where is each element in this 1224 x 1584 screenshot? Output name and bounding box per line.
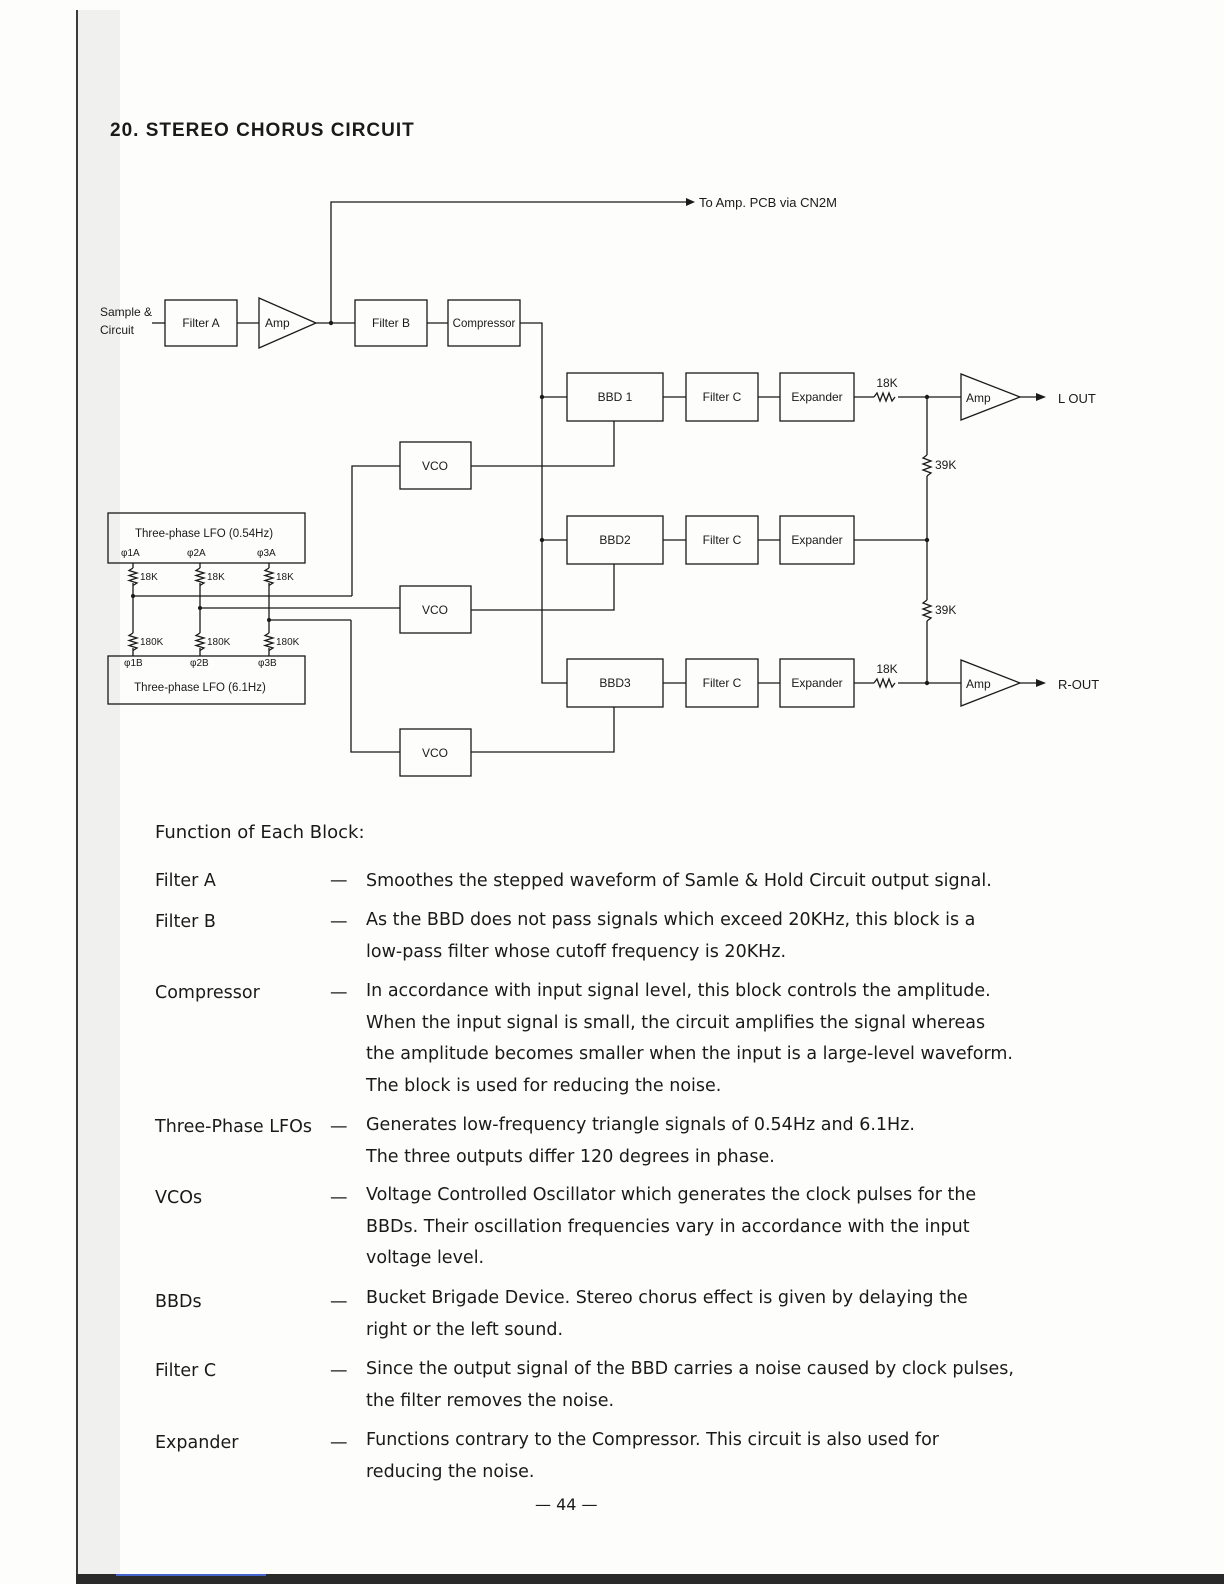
r-out-label: R-OUT xyxy=(1058,677,1100,692)
resistor-18k-bottom xyxy=(874,679,895,687)
expander-2-label: Expander xyxy=(791,533,843,547)
phi-3a-label: φ3A xyxy=(257,548,276,559)
phi-1b-label: φ1B xyxy=(124,658,143,669)
function-dash: — xyxy=(330,871,348,891)
lfo-61-label: Three-phase LFO (6.1Hz) xyxy=(134,682,266,694)
desc-line: right or the left sound. xyxy=(366,1319,564,1340)
compressor-label: Compressor xyxy=(452,318,516,330)
function-dash: — xyxy=(330,983,348,1003)
input-amp-label: Amp xyxy=(265,316,290,330)
function-term: Filter B xyxy=(155,912,216,932)
r18k-top-label: 18K xyxy=(876,376,898,390)
r18k-bottom-label: 18K xyxy=(876,662,898,676)
r39k-top-label: 39K xyxy=(935,458,957,472)
desc-line: Generates low-frequency triangle signals of 0.54Hz and 6.1Hz. xyxy=(366,1115,915,1135)
functions-heading: Function of Each Block: xyxy=(155,822,365,843)
resistor-39k-top xyxy=(923,455,931,476)
desc-line: voltage level. xyxy=(366,1248,485,1268)
desc-line: Smoothes the stepped waveform of Samle & Hold Circuit output signal. xyxy=(366,871,992,891)
function-dash: — xyxy=(330,1117,348,1137)
expander-3-label: Expander xyxy=(791,676,843,690)
resistor-18k-phi2a xyxy=(196,568,204,586)
resistor-180k-phi2b xyxy=(196,633,204,651)
desc-line: reducing the noise. xyxy=(366,1461,535,1482)
desc-line: the filter removes the noise. xyxy=(366,1390,615,1411)
desc-line: The three outputs differ 120 degrees in phase. xyxy=(366,1146,775,1167)
resistor-180k-phi1b xyxy=(129,633,137,651)
r180k-phi1b-label: 180K xyxy=(140,637,164,648)
bbd2-label: BBD2 xyxy=(599,533,631,547)
phi-2a-label: φ2A xyxy=(187,548,206,559)
function-desc xyxy=(366,905,1056,968)
function-dash: — xyxy=(330,1433,348,1453)
function-desc xyxy=(366,866,1056,898)
sample-hold-label-1: Sample & xyxy=(100,305,153,319)
bbd1-label: BBD 1 xyxy=(597,390,633,404)
filter-a-label: Filter A xyxy=(182,316,220,330)
lfo-054-label: Three-phase LFO (0.54Hz) xyxy=(134,528,274,540)
resistor-180k-phi3b xyxy=(265,633,273,651)
desc-line: BBDs. Their oscillation frequencies vary in accordance with the input xyxy=(366,1216,970,1237)
function-term: Compressor xyxy=(155,983,260,1003)
desc-line: Voltage Controlled Oscillator which generates the clock pulses for the xyxy=(366,1185,977,1205)
filter-b-label: Filter B xyxy=(371,316,411,330)
page-number: — 44 — xyxy=(535,1495,598,1514)
r18k-phi1a-label: 18K xyxy=(140,572,158,583)
function-dash: — xyxy=(330,1361,348,1381)
expander-1-label: Expander xyxy=(791,390,843,404)
resistor-18k-phi1a xyxy=(129,568,137,586)
resistor-18k-top xyxy=(874,393,895,401)
function-desc xyxy=(366,1283,1056,1346)
function-desc xyxy=(366,1180,1056,1275)
resistor-18k-phi3a xyxy=(265,568,273,586)
desc-line: Functions contrary to the Compressor. This circuit is also used for xyxy=(366,1430,939,1450)
function-desc xyxy=(366,1354,1056,1417)
vco-1-label: VCO xyxy=(421,459,449,473)
r18k-phi2a-label: 18K xyxy=(207,572,225,583)
bbd3-label: BBD3 xyxy=(599,676,631,690)
function-dash: — xyxy=(330,912,348,932)
function-term: Expander xyxy=(155,1433,239,1453)
desc-line: When the input signal is small, the circuit amplifies the signal whereas xyxy=(366,1012,986,1033)
to-amp-pcb-label: To Amp. PCB via CN2M xyxy=(699,195,837,210)
phi-3b-label: φ3B xyxy=(258,658,277,669)
function-term: VCOs xyxy=(155,1188,203,1208)
function-dash: — xyxy=(330,1188,348,1208)
vco-3-label: VCO xyxy=(421,746,449,760)
amp-right-label: Amp xyxy=(966,677,991,691)
desc-line: low-pass filter whose cutoff frequency is 20KHz. xyxy=(366,941,787,962)
function-desc xyxy=(366,976,1056,1102)
filter-c-3-label: Filter C xyxy=(702,676,742,690)
function-term: BBDs xyxy=(155,1292,202,1312)
function-term: Filter A xyxy=(155,871,216,891)
r39k-bottom-label: 39K xyxy=(935,603,957,617)
filter-c-2-label: Filter C xyxy=(702,533,742,547)
desc-line: Bucket Brigade Device. Stereo chorus effect is given by delaying the xyxy=(366,1288,968,1308)
desc-line: In accordance with input signal level, this block controls the amplitude. xyxy=(366,981,991,1001)
vco-2-label: VCO xyxy=(421,603,449,617)
section-title: 20. STEREO CHORUS CIRCUIT xyxy=(110,120,415,141)
function-term: Three-Phase LFOs xyxy=(155,1117,312,1137)
l-out-label: L OUT xyxy=(1058,391,1096,406)
r180k-phi3b-label: 180K xyxy=(276,637,300,648)
desc-line: As the BBD does not pass signals which exceed 20KHz, this block is a xyxy=(366,910,976,930)
phi-1a-label: φ1A xyxy=(121,548,140,559)
function-dash: — xyxy=(330,1292,348,1312)
amp-left-label: Amp xyxy=(966,391,991,405)
function-term: Filter C xyxy=(155,1361,217,1381)
desc-line: Since the output signal of the BBD carries a noise caused by clock pulses, xyxy=(366,1359,1014,1379)
function-desc xyxy=(366,1110,1056,1173)
phi-2b-label: φ2B xyxy=(190,658,209,669)
function-desc xyxy=(366,1425,1056,1488)
filter-c-1-label: Filter C xyxy=(702,390,742,404)
desc-line: The block is used for reducing the noise. xyxy=(366,1075,722,1096)
r180k-phi2b-label: 180K xyxy=(207,637,231,648)
scan-bottom-edge xyxy=(76,1574,1224,1584)
r18k-phi3a-label: 18K xyxy=(276,572,294,583)
sample-hold-label-2: Circuit xyxy=(100,323,135,337)
desc-line: the amplitude becomes smaller when the input is a large-level waveform. xyxy=(366,1044,1013,1064)
resistor-39k-bottom xyxy=(923,600,931,621)
